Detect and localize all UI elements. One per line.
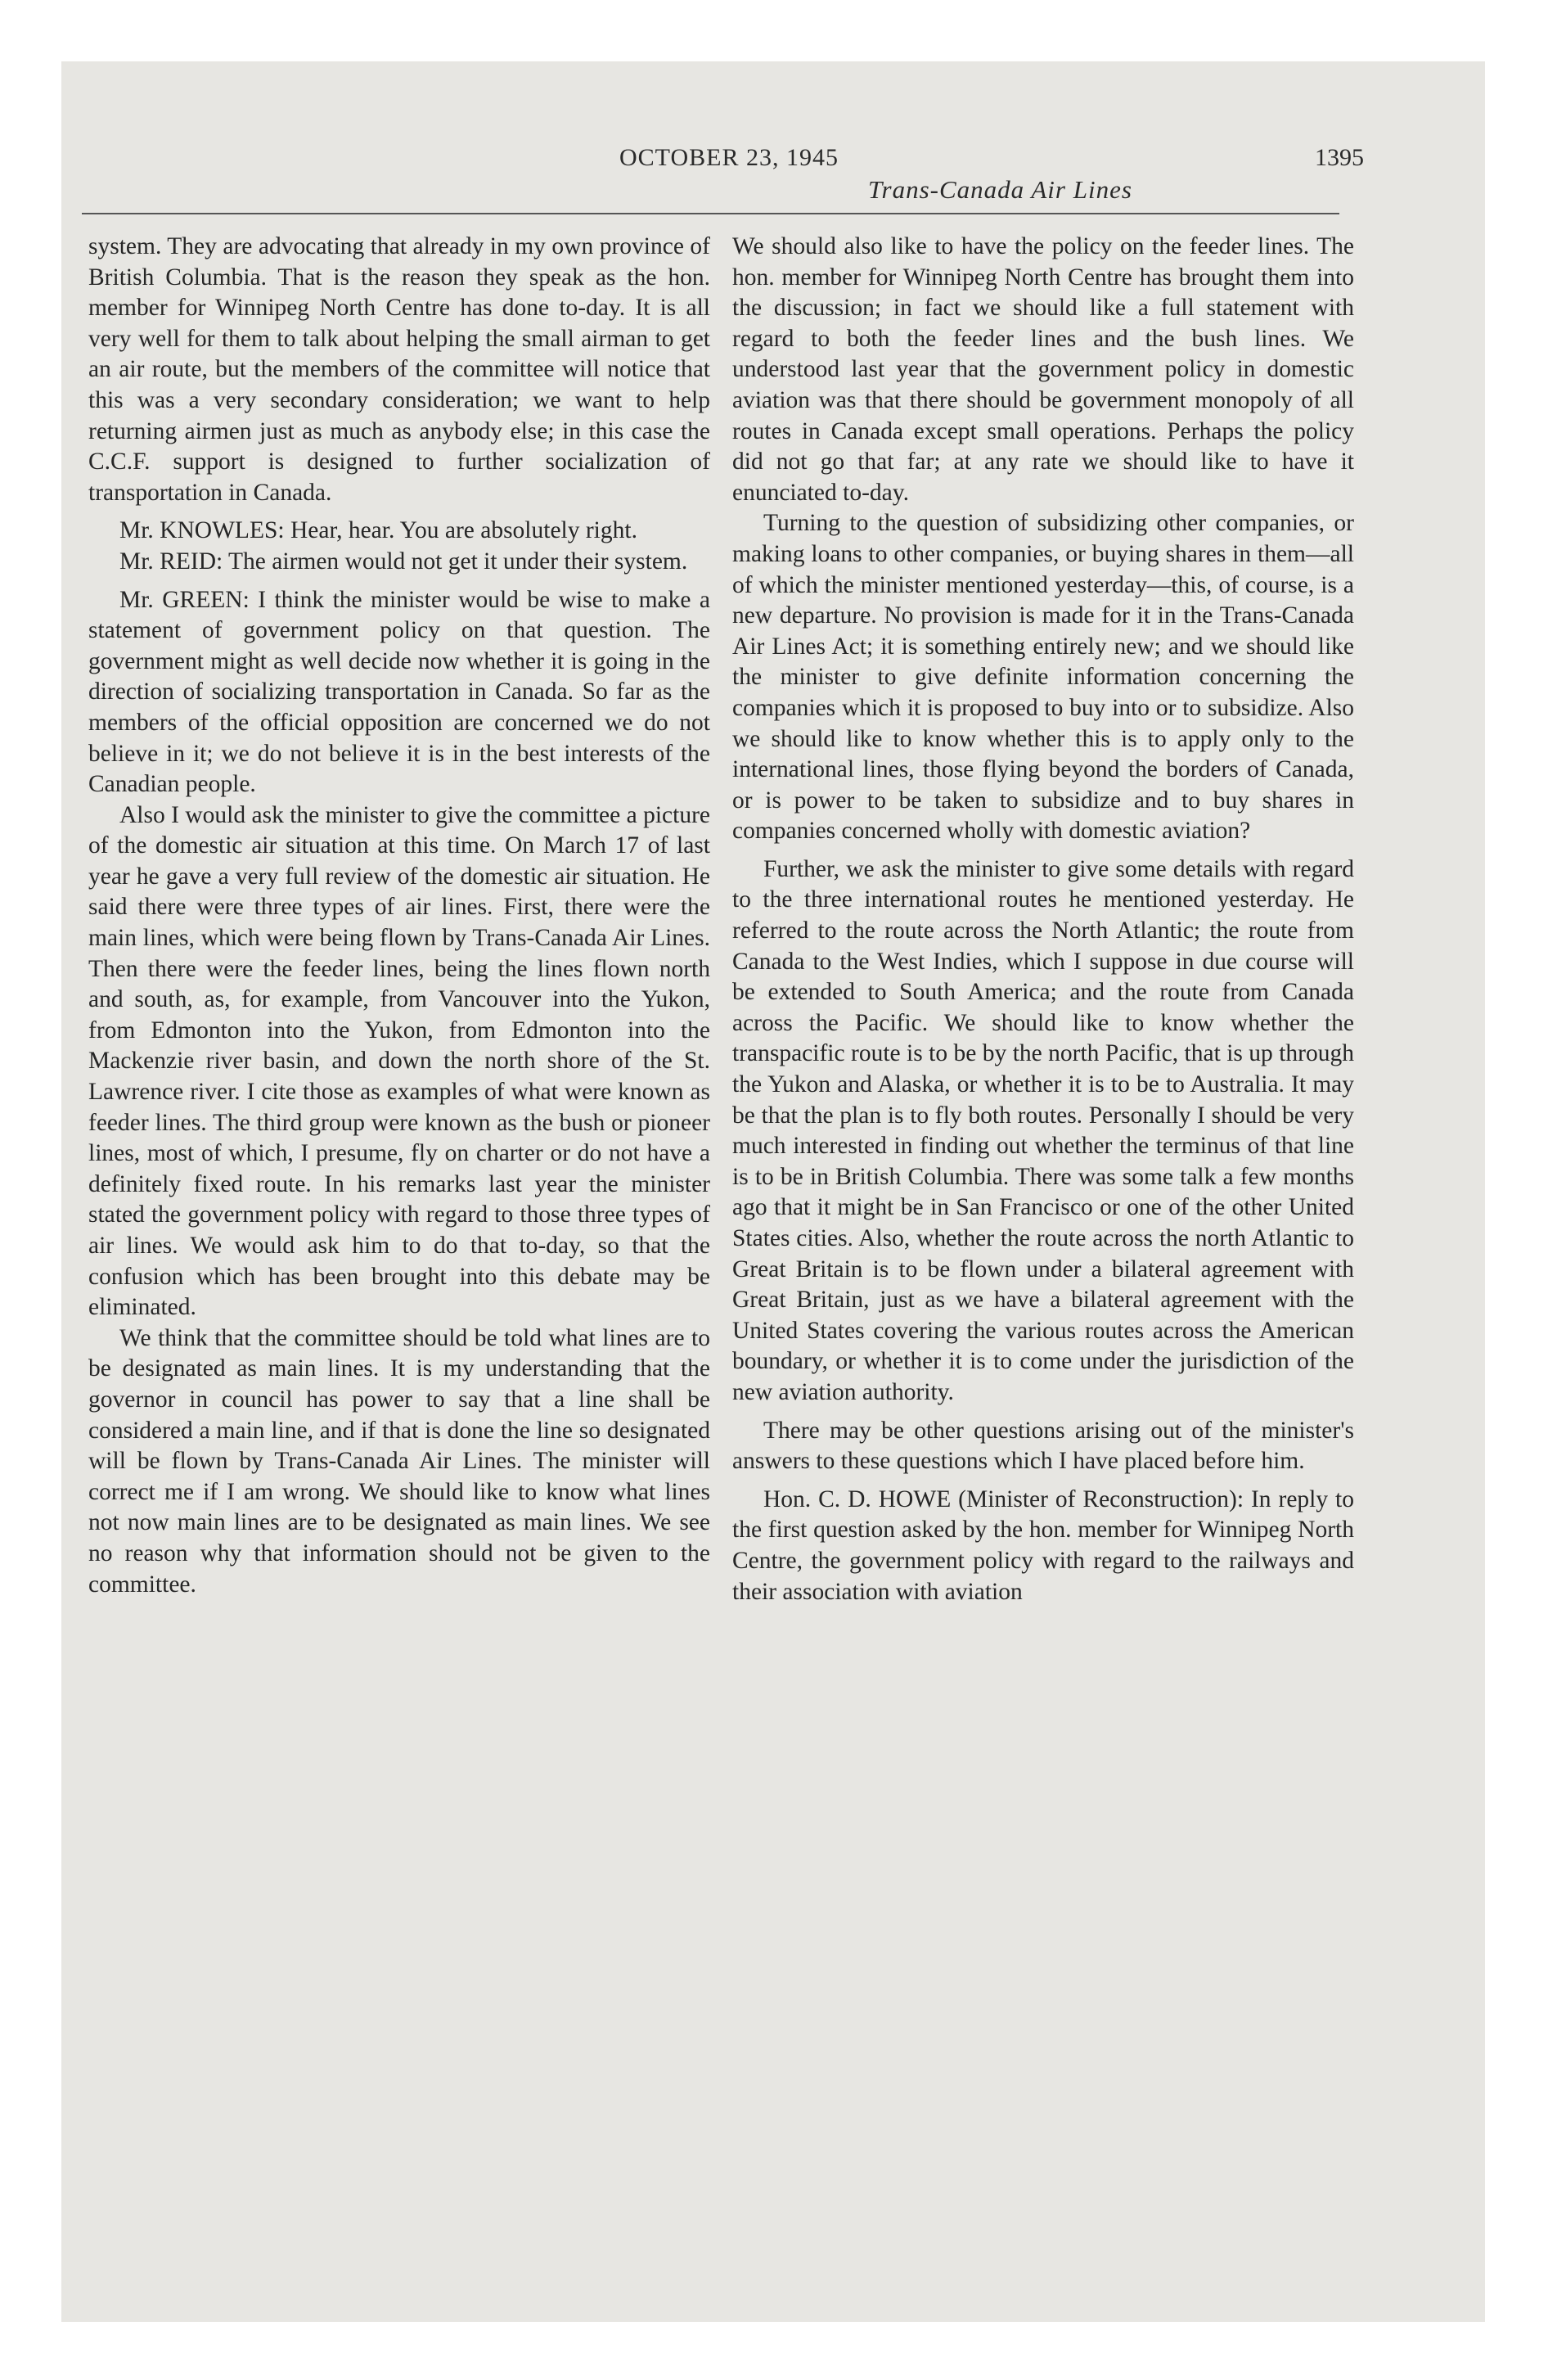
scanned-page — [61, 61, 1485, 2322]
right-column — [732, 232, 1354, 1607]
header-subject: Trans-Canada Air Lines — [868, 175, 1132, 204]
paragraph: Turning to the question of subsidizing other companies, or making loans to other companies, or buying shares in them—all of which the minister mentioned yesterday—this, of course, is a new departure. No provision is made for it in the Trans-Canada Air Lines Act; it is something entirely new; and we should like the minister to give definite information concerning the companies which it is proposed to buy into or to subsidize. Also we should like to know whether this is to apply only to the international lines, those flying beyond the borders of Canada, or is power to be taken to subsidize and to buy shares in companies concerned wholly with domestic aviation? — [732, 510, 1354, 845]
paragraph: We should also like to have the policy on the feeder lines. The hon. member for Winnipeg North Centre has brought them into the discussion; in fact we should like a full statement with regard to both the feeder lines and the bush lines. We understood last year that the government policy in domestic aviation was that there should be government monopoly of all routes in Canada except small operations. Perhaps the policy did not go that far; at any rate we should like to have it enunciated to-day. — [732, 233, 1354, 506]
paragraph: Also I would ask the minister to give the committee a picture of the domestic air situation at this time. On March 17 of last year he gave a very full review of the domestic air situation. He said there were three types of air lines. First, there were the main lines, which were being flown by Trans-Canada Air Lines. Then there were the feeder lines, being the lines flown north and south, as, for example, from Vancouver into the Yukon, from Edmonton into the Yukon, from Edmonton into the Mackenzie river basin, and down the north shore of the St. Lawrence river. I cite those as examples of what were known as feeder lines. The third group were known as the bush or pioneer lines, most of which, I presume, fly on charter or do not have a definitely fixed route. In his remarks last year the minister stated the government policy with regard to those three types of air lines. We would ask him to do that to-day, so that the confusion which has been brought into this debate may be eliminated. — [88, 801, 710, 1321]
paragraph: There may be other questions arising out of the minister's answers to these questions which I have placed before him. — [732, 1417, 1354, 1475]
page-number: 1395 — [1315, 144, 1364, 171]
paragraph: Mr. REID: The airmen would not get it under their system. — [119, 548, 688, 575]
left-column — [88, 232, 710, 1600]
header-date: OCTOBER 23, 1945 — [619, 144, 839, 171]
paragraph: Hon. C. D. HOWE (Minister of Reconstruction): In reply to the first question asked by the hon. member for Winnipeg North Centre, the government policy with regard to the railways and their association with aviation — [732, 1485, 1354, 1605]
paragraph: We think that the committee should be told what lines are to be designated as main lines. It is my understanding that the governor in council has power to say that a line shall be considered a main line, and if that is done the line so designated will be flown by Trans-Canada Air Lines. The minister will correct me if I am wrong. We should like to know what lines not now main lines are to be designated as main lines. We see no reason why that information should not be given to the committee. — [88, 1324, 710, 1598]
paragraph: Mr. KNOWLES: Hear, hear. You are absolutely right. — [119, 517, 637, 544]
paragraph: system. They are advocating that already in my own province of British Columbia. That is the reason they speak as the hon. member for Winnipeg North Centre has done to-day. It is all very well for them to talk about helping the small airman to get an air route, but the members of the committee will notice that this was a very secondary consideration; we want to help returning airmen just as much as anybody else; in this case the C.C.F. support is designed to further socialization of transportation in Canada. — [88, 233, 710, 506]
paragraph: Further, we ask the minister to give some details with regard to the three international routes he mentioned yesterday. He referred to the route across the North Atlantic; the route from Canada to the West Indies, which I suppose in due course will be extended to South America; and the route from Canada across the Pacific. We should like to know whether the transpacific route is to be by the north Pacific, that is up through the Yukon and Alaska, or whether it is to be to Australia. It may be that the plan is to fly both routes. Personally I should be very much interested in finding out whether the terminus of that line is to be in British Columbia. There was some talk a few months ago that it might be in San Francisco or one of the other United States cities. Also, whether the route across the north Atlantic to Great Britain is to be flown under a bilateral agreement with Great Britain, just as we have a bilateral agreement with the United States covering the various routes across the American boundary, or whether it is to come under the jurisdiction of the new aviation authority. — [732, 855, 1354, 1405]
page-header — [61, 144, 1485, 210]
header-rule — [82, 213, 1339, 214]
paragraph: Mr. GREEN: I think the minister would be wise to make a statement of government policy on that question. The government might as well decide now whether it is going in the direction of socializing transportation in Canada. So far as the members of the official opposition are concerned we do not believe in it; we do not believe it is in the best interests of the Canadian people. — [88, 586, 710, 798]
